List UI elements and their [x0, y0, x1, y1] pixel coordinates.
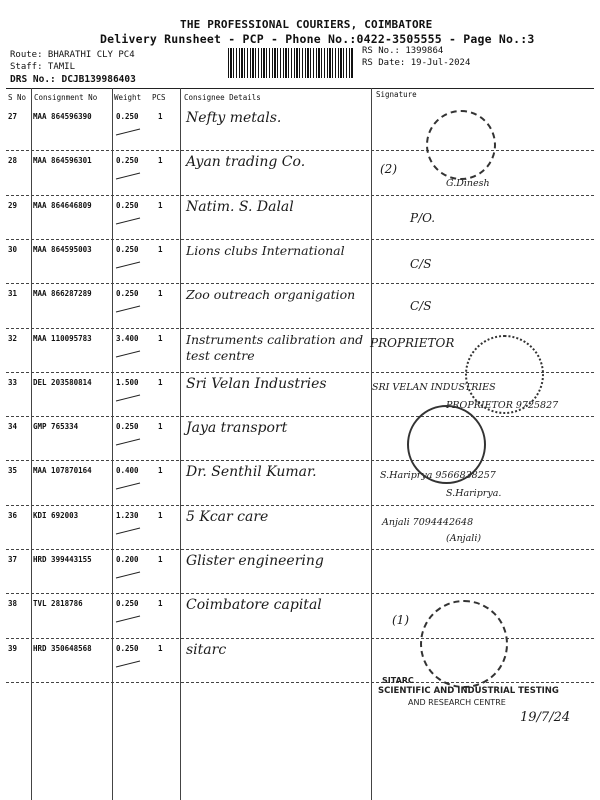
runsheet-subtitle: Delivery Runsheet - PCP - Phone No.:0422-3505555 - Page No.:3 [100, 32, 535, 46]
tick-mark-icon [114, 304, 142, 314]
coimbatore-capital-stamp [420, 600, 508, 688]
row-consignee: Natim. S. Dalal [186, 198, 294, 215]
row-consignee: Zoo outreach organigation [186, 287, 356, 303]
tick-mark-icon [114, 659, 142, 669]
row-divider [6, 549, 594, 550]
tick-mark-icon [114, 393, 142, 403]
row-signature: (2) [380, 162, 397, 177]
company-stamp [426, 110, 496, 180]
drs-number: DRS No.: DCJB139986403 [10, 74, 136, 85]
row-signature-extra: S.Hariprya. [446, 488, 502, 500]
row-weight: 0.250 [116, 244, 139, 254]
row-signature-extra: (Anjali) [446, 532, 482, 544]
row-weight: 1.230 [116, 510, 139, 520]
table-top-border [6, 88, 594, 89]
row-pcs: 1 [158, 599, 163, 609]
tick-mark-icon [114, 216, 142, 226]
table-row [6, 108, 594, 152]
row-divider [6, 460, 594, 461]
rs-date: RS Date: 19-Jul-2024 [362, 58, 471, 68]
row-sno: 39 [8, 643, 18, 653]
row-consignee: 5 Kcar care [186, 508, 269, 525]
row-sno: 27 [8, 112, 18, 121]
col-pcs: PCS [152, 93, 166, 102]
row-pcs: 1 [158, 244, 163, 254]
row-pcs: 1 [158, 555, 163, 564]
row-signature: C/S [410, 299, 432, 314]
sitarc-sign-date: 19/7/24 [520, 710, 571, 725]
row-divider [6, 505, 594, 506]
row-signature: S.Hariprya 9566838257 [380, 470, 496, 482]
sitarc-stamp-line1: SITARC [382, 676, 414, 685]
row-sno: 28 [8, 156, 18, 166]
row-pcs: 1 [158, 333, 163, 343]
row-weight: 0.250 [116, 112, 139, 121]
row-consignee: Sri Velan Industries [186, 375, 327, 392]
row-weight: 3.400 [116, 333, 139, 343]
row-weight: 0.250 [116, 200, 139, 210]
row-sno: 34 [8, 422, 18, 432]
row-consignee: sitarc [186, 641, 227, 658]
row-consignee: Ayan trading Co. [186, 154, 306, 171]
row-consignee: Coimbatore capital [186, 597, 322, 614]
row-weight: 0.250 [116, 599, 139, 609]
table-row [6, 241, 594, 285]
row-weight: 0.250 [116, 289, 139, 299]
row-pcs: 1 [158, 112, 163, 121]
row-signature: SRI VELAN INDUSTRIES [372, 381, 496, 393]
row-consignment-no: MAA 864596390 [33, 112, 92, 121]
row-divider [6, 195, 594, 196]
ictc-stamp [465, 335, 544, 414]
table-row [6, 152, 594, 196]
row-weight: 0.250 [116, 643, 139, 653]
row-sno: 30 [8, 244, 18, 254]
row-sno: 29 [8, 200, 18, 210]
row-weight: 0.250 [116, 422, 139, 432]
row-sno: 36 [8, 510, 18, 520]
row-pcs: 1 [158, 510, 163, 520]
row-divider [6, 328, 594, 329]
row-divider [6, 239, 594, 240]
table-row [6, 418, 594, 462]
row-consignment-no: MAA 864596301 [33, 156, 92, 166]
row-weight: 0.200 [116, 555, 139, 564]
table-row [6, 507, 594, 551]
route-label: Route: BHARATHI CLY PC4 [10, 50, 135, 60]
row-consignment-no: MAA 107870164 [33, 466, 92, 476]
row-pcs: 1 [158, 643, 163, 653]
row-sno: 33 [8, 377, 18, 387]
row-consignment-no: TVL 2818786 [33, 599, 83, 609]
tick-mark-icon [114, 171, 142, 181]
jaya-transport-stamp [407, 405, 486, 484]
row-pcs: 1 [158, 377, 163, 387]
row-divider [6, 283, 594, 284]
tick-mark-icon [114, 437, 142, 447]
tick-mark-icon [114, 127, 142, 137]
tick-mark-icon [114, 349, 142, 359]
row-divider [6, 416, 594, 417]
row-pcs: 1 [158, 289, 163, 299]
company-title: THE PROFESSIONAL COURIERS, COIMBATORE [180, 18, 433, 31]
row-consignment-no: KDI 692003 [33, 510, 79, 520]
row-consignment-no: MAA 864595003 [33, 244, 92, 254]
row-signature: Anjali 7094442648 [382, 516, 474, 528]
col-weight: Weight [114, 93, 142, 102]
table-row [6, 285, 594, 329]
row-pcs: 1 [158, 200, 163, 210]
row-sno: 38 [8, 599, 18, 609]
row-consignee: Glister engineering [186, 553, 324, 569]
row-pcs: 1 [158, 156, 163, 166]
row-sno: 31 [8, 289, 18, 299]
row-consignment-no: HRD 350648568 [33, 643, 92, 653]
sitarc-stamp-line3: AND RESEARCH CENTRE [408, 698, 506, 707]
staff-label: Staff: TAMIL [10, 62, 76, 72]
row-sno: 35 [8, 466, 18, 476]
row-consignment-no: MAA 866287289 [33, 289, 92, 299]
barcode [228, 48, 354, 78]
row-signature: (1) [392, 613, 409, 628]
col-consignment: Consignment No [34, 93, 98, 102]
row-consignee: Jaya transport [186, 420, 288, 437]
row-consignment-no: MAA 864646809 [33, 200, 92, 210]
table-row [6, 551, 594, 595]
row-consignee: Instruments calibration and test centre [186, 331, 364, 363]
row-consignee: Nefty metals. [186, 110, 282, 126]
col-sno: S No [8, 93, 27, 102]
col-consignee: Consignee Details [184, 93, 261, 102]
row-signature: PROPRIETOR [370, 335, 455, 350]
tick-mark-icon [114, 614, 142, 624]
row-weight: 0.250 [116, 156, 139, 166]
row-divider [6, 682, 594, 683]
row-consignment-no: GMP 765334 [33, 422, 79, 432]
row-signature: P/O. [410, 210, 436, 225]
tick-mark-icon [114, 260, 142, 270]
row-consignment-no: DEL 203580814 [33, 377, 92, 387]
row-divider [6, 593, 594, 594]
row-weight: 1.500 [116, 377, 139, 387]
row-consignee: Lions clubs International [186, 242, 345, 258]
row-divider [6, 150, 594, 151]
row-signature: C/S [410, 256, 432, 271]
row-weight: 0.400 [116, 466, 139, 476]
table-row [6, 462, 594, 506]
col-signature: Signature [376, 90, 417, 99]
tick-mark-icon [114, 526, 142, 536]
sitarc-stamp-line2: SCIENTIFIC AND INDUSTRIAL TESTING [378, 686, 559, 696]
tick-mark-icon [114, 570, 142, 580]
row-pcs: 1 [158, 422, 163, 432]
rs-number: RS No.: 1399864 [362, 46, 444, 56]
tick-mark-icon [114, 481, 142, 491]
row-signature-extra: PROPRIETOR 9725827 [446, 399, 559, 411]
row-consignment-no: HRD 399443155 [33, 555, 92, 564]
table-row [6, 197, 594, 241]
row-consignment-no: MAA 110095783 [33, 333, 92, 343]
row-pcs: 1 [158, 466, 163, 476]
row-consignee: Dr. Senthil Kumar. [186, 464, 317, 481]
row-sno: 32 [8, 333, 18, 343]
row-sno: 37 [8, 555, 18, 564]
row-signature-extra: G.Dinesh [446, 178, 490, 190]
